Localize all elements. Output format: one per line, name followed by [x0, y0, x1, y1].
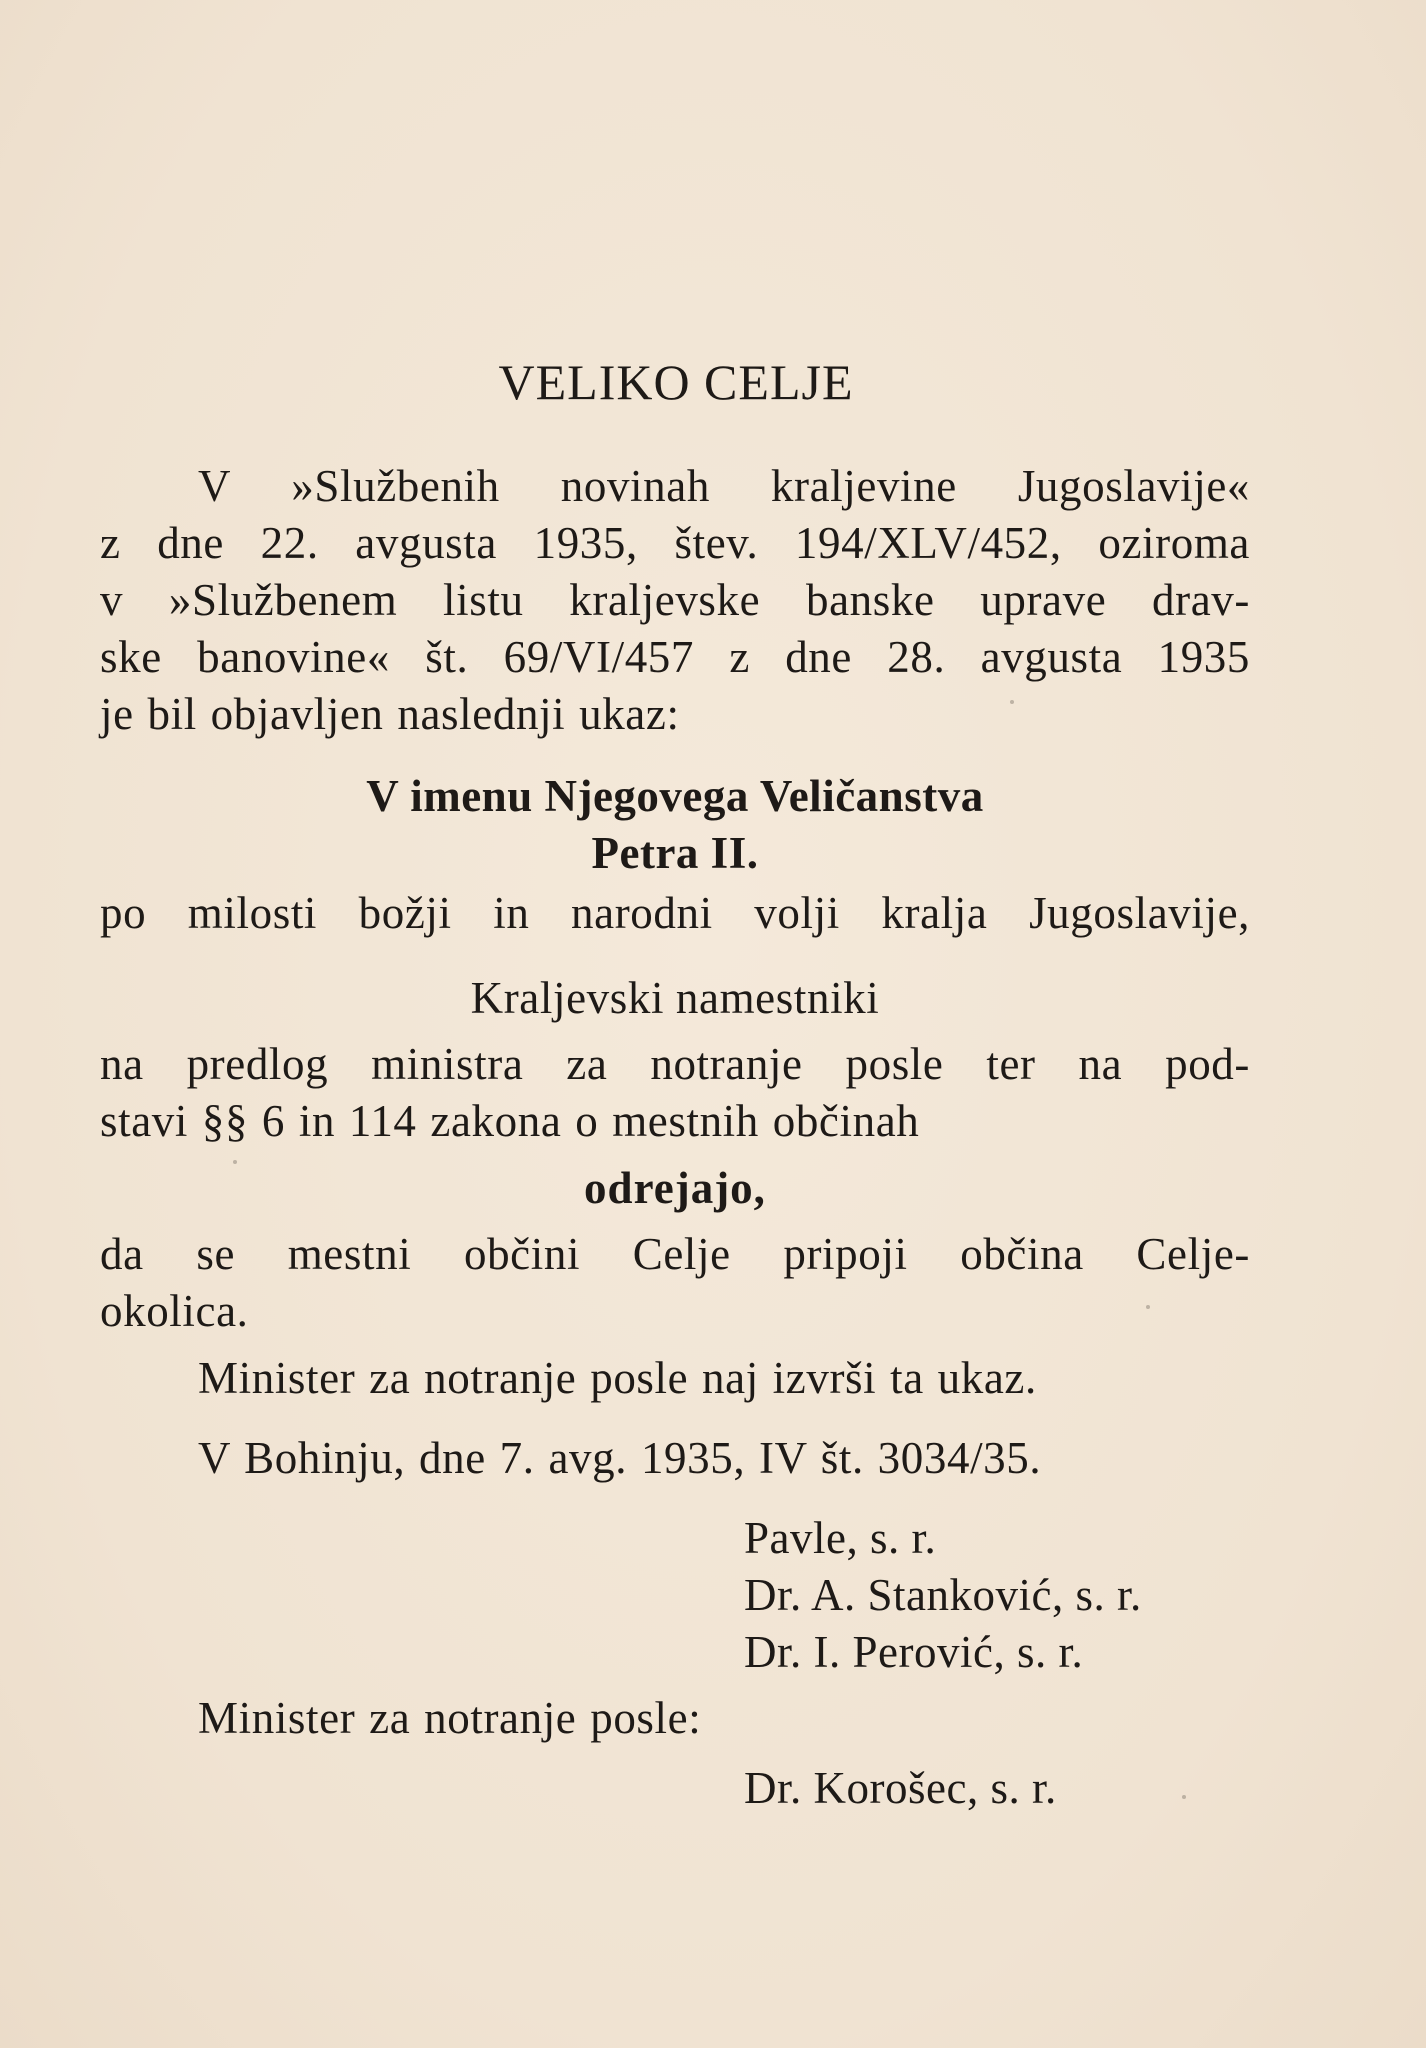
decision-line: okolica.: [100, 1286, 249, 1336]
execution-text: Minister za notranje posle naj izvrši ta ukaz.: [198, 1353, 1037, 1403]
regents-line: Kraljevski namestniki: [470, 973, 880, 1023]
execution-line: [100, 1350, 1250, 1407]
document-title: VELIKO CELJE: [498, 354, 854, 410]
paper-speck: [1182, 1795, 1186, 1799]
proposal-paragraph: [100, 1036, 1250, 1150]
intro-line: je bil objavljen naslednji ukaz:: [100, 689, 680, 739]
signatory: Dr. A. Stanković, s. r.: [744, 1570, 1142, 1620]
intro-line: V »Službenih novinah kraljevine Jugoslavije«: [198, 461, 1250, 511]
intro-line: v »Službenem listu kraljevske banske uprave drav-: [100, 575, 1250, 625]
place-date-text: V Bohinju, dne 7. avg. 1935, IV št. 3034/35.: [198, 1433, 1042, 1483]
minister-label-line: [100, 1690, 1250, 1747]
decision-paragraph: [100, 1226, 1250, 1340]
paper-speck: [1146, 1305, 1150, 1309]
minister-signature: Dr. Korošec, s. r.: [744, 1763, 1057, 1813]
intro-line: ske banovine« št. 69/VI/457 z dne 28. avgusta 1935: [100, 632, 1250, 682]
proposal-line: na predlog ministra za notranje posle ter na pod-: [100, 1039, 1250, 1089]
signatory: Dr. I. Perović, s. r.: [744, 1627, 1084, 1677]
minister-label-text: Minister za notranje posle:: [198, 1693, 702, 1743]
royal-heading: [100, 768, 1250, 882]
royal-heading-line-2: Petra II.: [591, 828, 759, 878]
grace-line: [100, 885, 1250, 942]
grace-text: po milosti božji in narodni volji kralja Jugoslavije,: [100, 888, 1250, 938]
royal-heading-line-1: V imenu Njegovega Veličanstva: [366, 771, 984, 821]
paper-speck: [233, 1160, 237, 1164]
intro-line: z dne 22. avgusta 1935, štev. 194/XLV/452, oziroma: [100, 518, 1250, 568]
decision-line: da se mestni občini Celje pripoji občina Celje-: [100, 1229, 1250, 1279]
intro-paragraph: [100, 458, 1250, 743]
proposal-line: stavi §§ 6 in 114 zakona o mestnih občinah: [100, 1096, 920, 1146]
signatory: Pavle, s. r.: [744, 1513, 937, 1563]
place-date-line: [100, 1430, 1250, 1487]
decree-word: odrejajo,: [584, 1163, 766, 1213]
paper-speck: [1010, 700, 1014, 704]
